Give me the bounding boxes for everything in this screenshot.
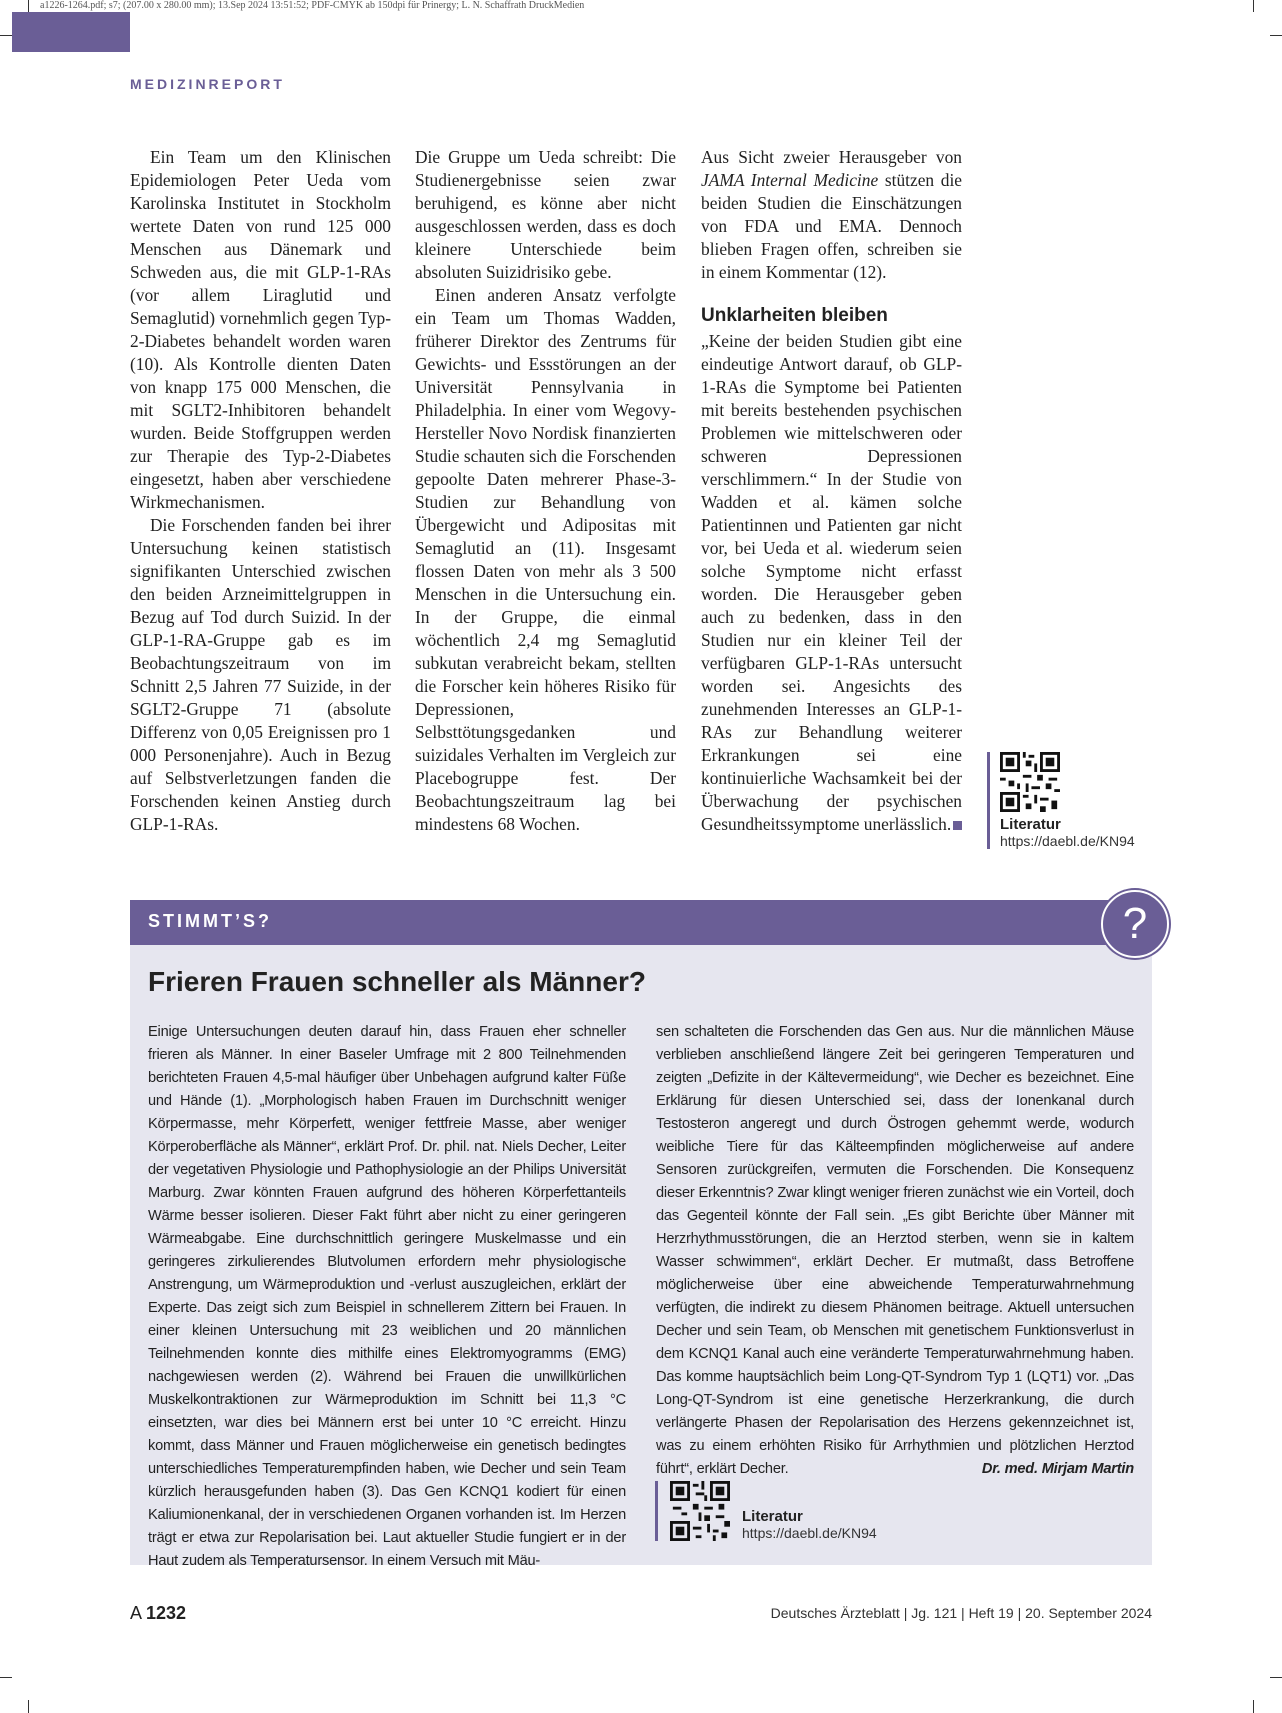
literature-link[interactable]: https://daebl.de/KN94 [1000, 833, 1135, 849]
article-column-3 [701, 146, 962, 836]
literature-text [742, 1504, 877, 1541]
question-mark-icon: ? [1101, 890, 1169, 958]
literature-link[interactable]: https://daebl.de/KN94 [742, 1525, 877, 1541]
info-box-label: STIMMT’S? [148, 911, 272, 931]
paragraph [701, 330, 962, 836]
section-tab-block [12, 12, 130, 52]
paragraph [701, 146, 962, 284]
info-box-title: Frieren Frauen schneller als Männer? [148, 966, 646, 997]
crop-mark [1253, 1700, 1254, 1713]
article-column-2 [415, 146, 676, 836]
paragraph: Die Gruppe um Ueda schreibt: Die Studienergebnisse seien zwar beruhigend, es könne aber nicht ausgeschlossen werden, dass es doch kleinere Unterschiede beim absoluten Suizidrisiko gebe. [415, 147, 676, 282]
text-run: Aus Sicht zweier Herausgeber von [701, 147, 962, 167]
page-number-value: 1232 [146, 1603, 187, 1623]
section-label: MEDIZINREPORT [130, 76, 285, 92]
paragraph: Einige Untersuchungen deuten darauf hin, dass Frauen eher schneller frieren als Männer. In einer Baseler Umfrage mit 2 800 Teilnehmenden berichteten Frauen 4,5-mal häufiger über Unbehagen aufgrund kalter Füße und Hände (1). „Morphologisch haben Frauen im Durchschnitt weniger Körpermasse, mehr Körperfett, weniger fettfreie Masse, aber weniger Körperoberfläche als Männer“, erklärt Prof. Dr. phil. nat. Niels Decher, Leiter der vegetativen Physiologie und Pathophysiologie an der Philips Universität Marburg. Zwar könnten Frauen aufgrund des höheren Körperfettanteils Wärme besser isolieren. Dieser Fakt führt aber nicht zu einer geringeren Wärmeabgabe. Eine durchschnittlich geringere Muskelmasse und ein geringeres zirkulierendes Blutvolumen erfordern mehr physiologische Anstrengung, um Wärmeproduktion und -verlust auszugleichen, erklärt der Experte. Das zeigt sich zum Beispiel in schnellerem Zittern bei Frauen. In einer kleinen Untersuchung mit 23 weiblichen und 20 männlichen Teilnehmenden konnte dies mithilfe eines Elektromyogramms (EMG) nachgewiesen werden (2). Während bei Frauen die unwillkürlichen Muskelkontraktionen zur Wärmeproduktion im Schnitt bei 11,3 °C einsetzten, war dies bei Männern erst bei unter 10 °C erreicht. Hinzu kommt, dass Männer und Frauen möglicherweise ein genetisch bedingtes unterschiedliches Temperaturempfinden haben, wie Decher und sein Team kürzlich herausgefunden haben (3). Das Gen KCNQ1 kodiert für einen Kaliumionenkanal, der in verschiedenen Organen vorhanden ist. Im Herzen trägt er etwa zur Repolarisation bei. Laut aktueller Studie fungiert er in der Haut zudem als Temperatursensor. In einem Versuch mit Mäu- [148, 1024, 626, 1569]
print-info-line: a1226-1264.pdf; s7; (207.00 x 280.00 mm); 13.Sep 2024 13:51:52; PDF-CMYK ab 150dpi für Prinergy; L. N. Schaffrath DruckMedien [40, 0, 585, 11]
crop-mark [1253, 0, 1254, 12]
author-name: Dr. med. Mirjam Martin [981, 1461, 1134, 1477]
paragraph: Ein Team um den Klinischen Epidemiologen Peter Ueda vom Karolinska Institutet in Stockholm wertete Daten von rund 125 000 Menschen aus Dänemark und Schweden aus, die mit GLP-1-RAs (vor allem Liraglutid und Semaglutid) vornehmlich gegen Typ-2-Diabetes behandelt worden waren (10). Als Kontrolle dienten Daten von knapp 175 000 Menschen, die mit SGLT2-Inhibitoren behandelt wurden. Beide Stoffgruppen werden zur Therapie des Typ-2-Diabetes eingesetzt, haben aber verschiedene Wirkmechanismen. [130, 147, 391, 512]
paragraph: Einen anderen Ansatz verfolgte ein Team um Thomas Wadden, früherer Direktor des Zentrums für Gewichts- und Essstörungen an der Universität Pennsylvania in Philadelphia. In einer vom Wegovy-Hersteller Novo Nordisk finanzierten Studie schauten sich die Forschenden gepoolte Daten mehrerer Phase-3-Studien zur Behandlung von Übergewicht und Adipositas mit Semaglutid an (11). Insgesamt flossen Daten von mehr als 3 500 Menschen in die Untersuchung ein. In der Gruppe, die einmal wöchentlich 2,4 mg Semaglutid subkutan verabreicht bekam, stellten die Forscher kein höheres Risiko für Depressionen, Selbsttötungsgedanken und suizidales Verhalten im Vergleich zur Placebogruppe fest. Der Beobachtungszeitraum lag bei mindestens 68 Wochen. [415, 285, 676, 834]
crop-mark [28, 1700, 29, 1713]
qr-code-icon[interactable] [670, 1481, 730, 1541]
info-box-column-2 [656, 1021, 1134, 1481]
subheading: Unklarheiten bleiben [701, 305, 888, 326]
page-prefix: A [130, 1603, 147, 1623]
paragraph [656, 1021, 1134, 1481]
literature-reference[interactable] [987, 752, 1135, 849]
qr-code-icon[interactable] [1000, 752, 1060, 812]
text-run: sen schalteten die Forschenden das Gen aus. Nur die männlichen Mäuse verblieben anschließend längere Zeit bei geringeren Temperaturen und zeigten „Defizite in der Kältevermeidung“, wie Decher es bezeichnet. Eine Erklärung für diesen Unterschied sei, dass der Ionenkanal durch Testosteron angeregt und durch Östrogen gehemmt werde, wodurch weibliche Tiere für das Kälteempfinden möglicherweise auf andere Sensoren zurückgreifen, vermuten die Forschenden. Die Konsequenz dieser Erkenntnis? Zwar klingt weniger frieren zunächst wie ein Vorteil, doch das Gegenteil könnte der Fall sein. „Es gibt Berichte über Männer mit Herzrhythmusstörungen, die an Herztod sterben, wenn sie in kaltem Wasser schwimmen“, erklärt Decher. Er mutmaßt, dass Betroffene möglicherweise über eine abweichende Temperaturwahrnehmung verfügten, die indirekt zu diesem Phänomen beitrage. Aktuell untersuchen Decher und sein Team, ob Menschen mit genetischem Funktionsverlust in dem KCNQ1 Kanal auch eine veränderte Temperaturwahrnehmung haben. Das komme hauptsächlich beim Long-QT-Syndrom Typ 1 (LQT1) vor. „Das Long-QT-Syndrom ist eine genetische Herzerkrankung, die durch verlängerte Phasen der Repolarisation des Herzens gekennzeichnet ist, was zu einem erhöhten Risiko für Arrhythmien und plötzlichen Herztod führt“, erklärt Decher. [656, 1024, 1134, 1477]
end-mark-icon [953, 821, 962, 830]
crop-mark [28, 0, 29, 12]
journal-info: Deutsches Ärzteblatt | Jg. 121 | Heft 19 | 20. September 2024 [770, 1605, 1152, 1621]
crop-mark [0, 1677, 12, 1678]
literature-title: Literatur [1000, 816, 1061, 833]
page-number [130, 1603, 186, 1624]
literature-title: Literatur [742, 1508, 803, 1525]
crop-mark [1270, 1677, 1282, 1678]
info-box-literature-reference[interactable] [655, 1481, 877, 1541]
text-run: stützen die beiden Studien die Einschätzungen von FDA und EMA. Dennoch blieben Fragen offen, schreiben sie in einem Kommentar (12). [701, 170, 963, 282]
journal-name: JAMA Internal Medicine [701, 170, 879, 190]
text-run: „Keine der beiden Studien gibt eine eindeutige Antwort darauf, ob GLP-1-RAs die Symptome bei Patienten mit bereits bestehenden psychischen Problemen wie mittelschweren oder schweren Depressionen verschlimmern.“ In der Studie von Wadden et al. kämen solche Patientinnen und Patienten gar nicht vor, bei Ueda et al. wiederum seien solche Symptome nicht erfasst worden. Die Herausgeber geben auch zu bedenken, dass in den Studien nur ein kleiner Teil der verfügbaren GLP-1-RAs untersucht worden sei. Angesichts des zunehmenden Interesses an GLP-1-RAs zur Behandlung weiterer Erkrankungen sei eine kontinuierliche Wachsamkeit bei der Überwachung der psychischen Gesundheitssymptome unerlässlich. [701, 331, 962, 834]
article-column-1 [130, 146, 391, 836]
crop-mark [1270, 35, 1282, 36]
info-box-header [130, 900, 1152, 945]
info-box-column-1 [148, 1021, 626, 1573]
paragraph: Die Forschenden fanden bei ihrer Untersuchung keinen statistisch signifikanten Unterschied zwischen den beiden Arzneimittelgruppen in Bezug auf Tod durch Suizid. In der GLP-1-RA-Gruppe gab es im Beobachtungszeitraum von im Schnitt 2,5 Jahren 77 Suizide, in der SGLT2-Gruppe 71 (absolute Differenz von 0,05 Ereignissen pro 1 000 Personenjahre). Auch in Bezug auf Selbstverletzungen fanden die Forschenden keinen Anstieg durch GLP-1-RAs. [130, 515, 391, 834]
crop-mark [0, 35, 12, 36]
